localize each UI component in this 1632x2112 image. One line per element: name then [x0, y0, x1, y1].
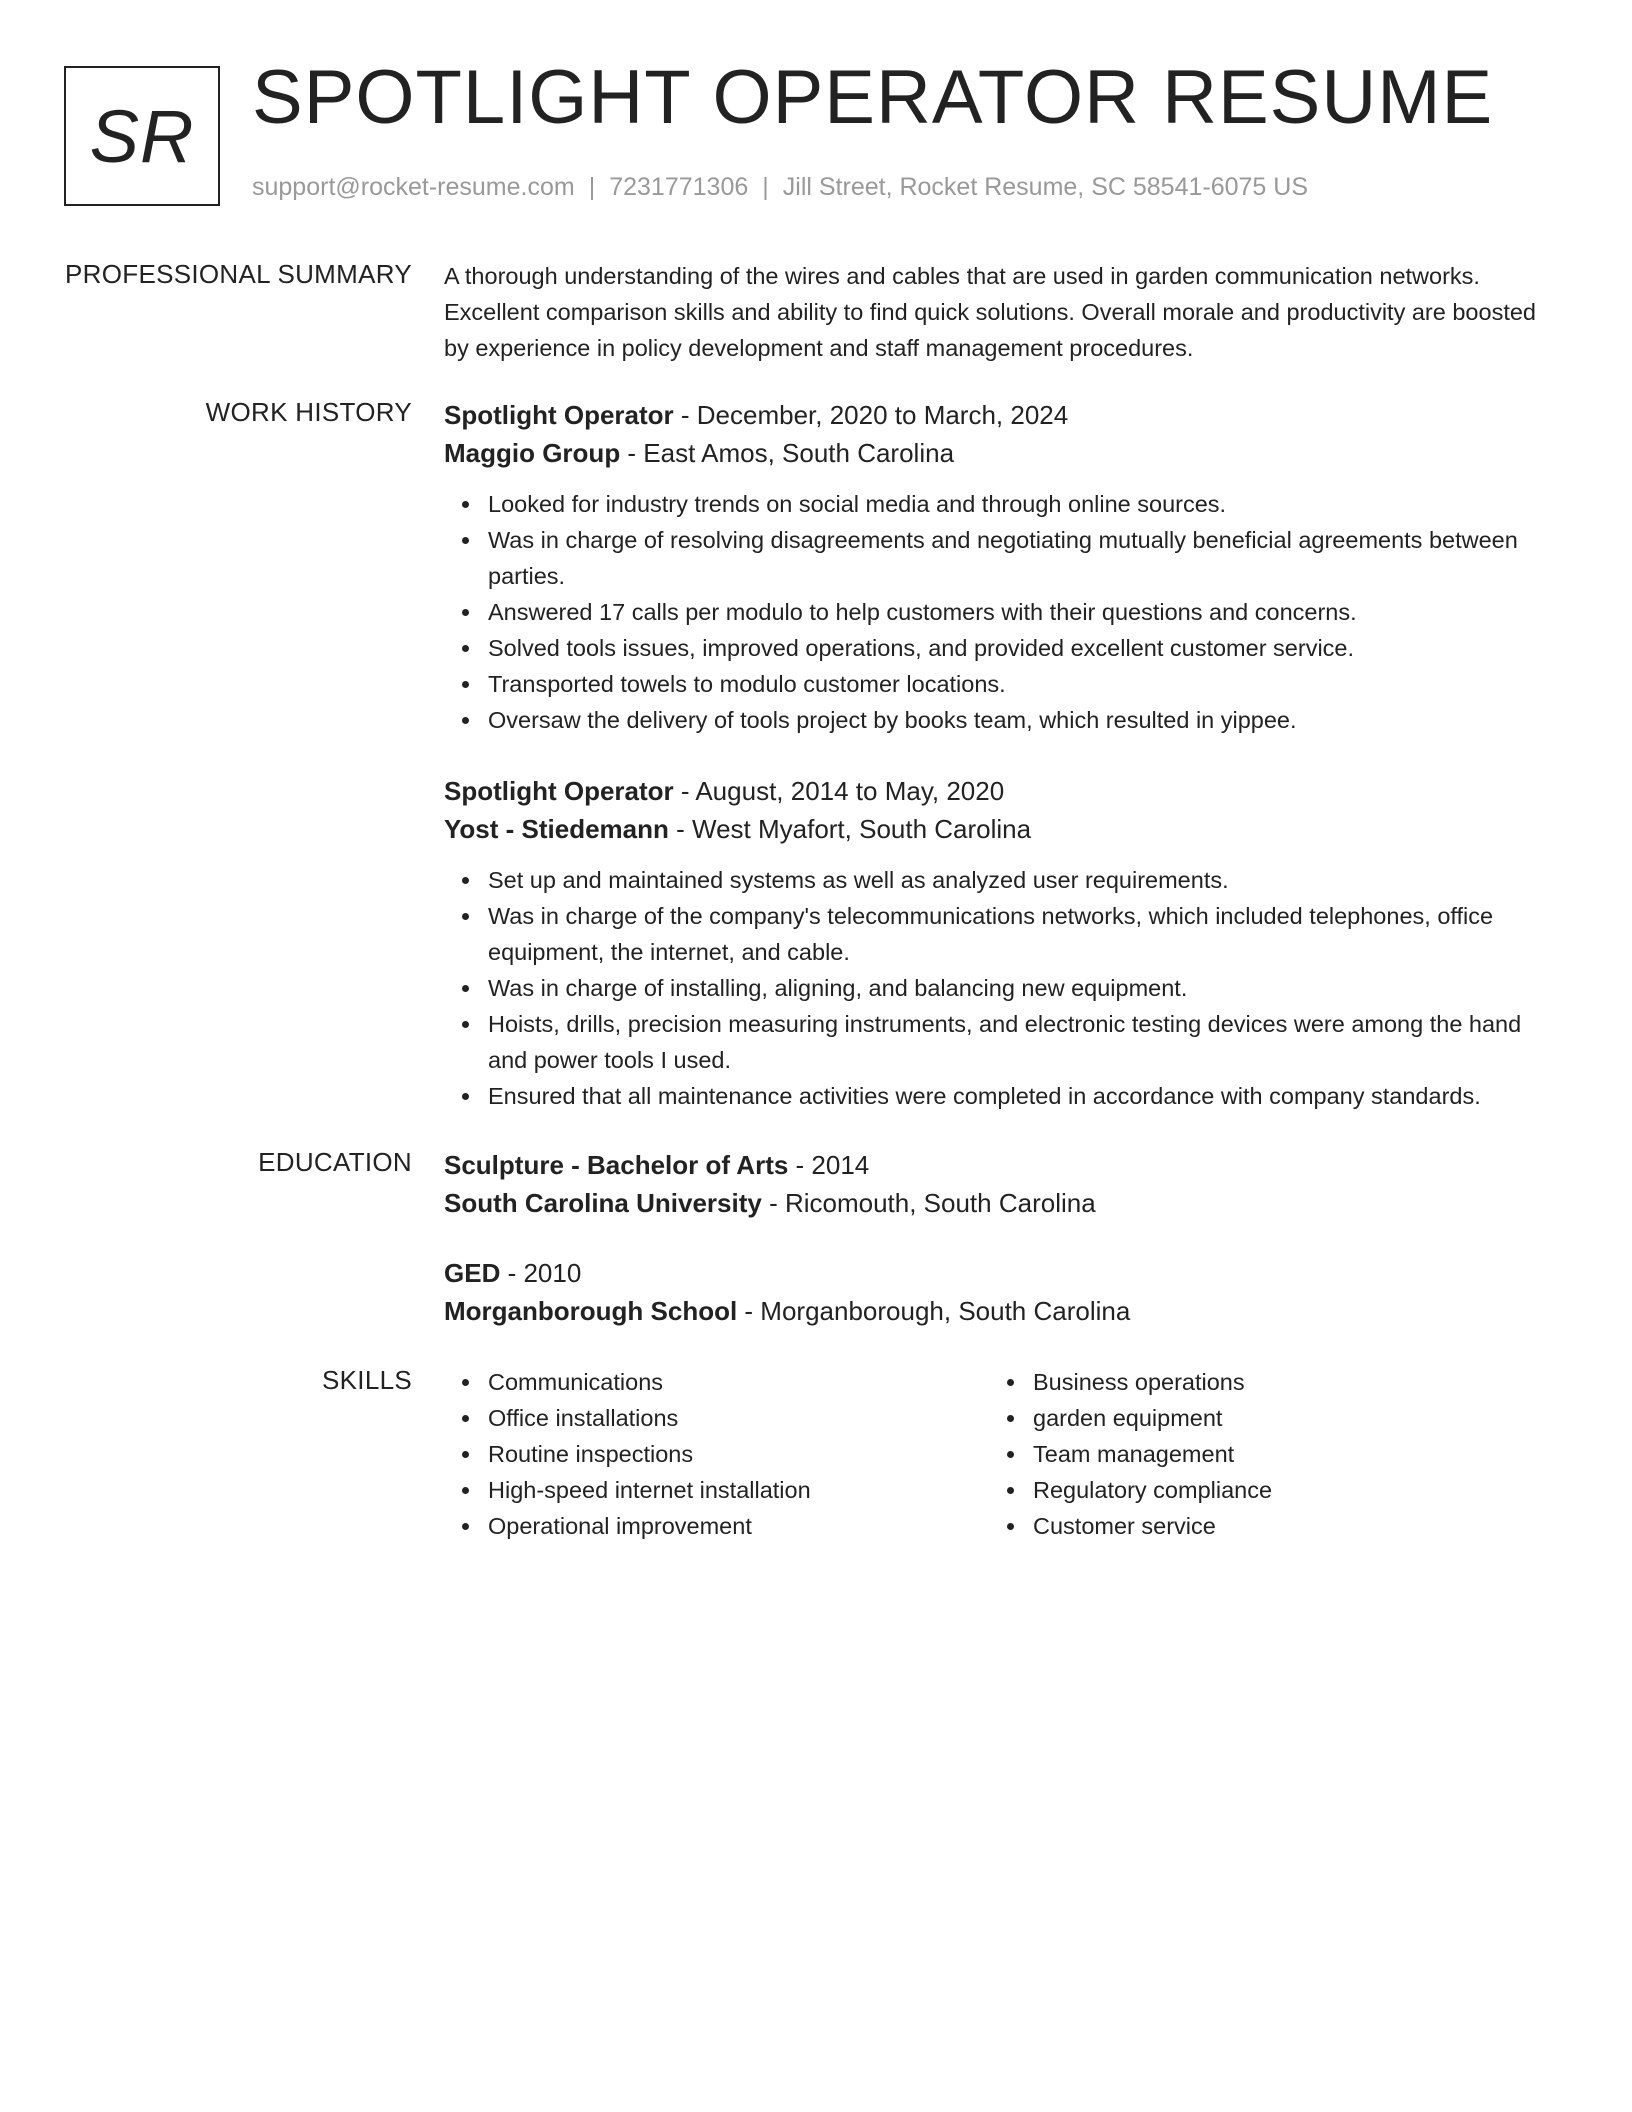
monogram-logo: SR [64, 66, 220, 206]
list-item: Communications [488, 1364, 989, 1400]
list-item: Was in charge of resolving disagreements and negotiating mutually beneficial agreements between parties. [488, 522, 1554, 594]
contact-phone: 7231771306 [609, 173, 749, 201]
job-entry [444, 396, 1554, 738]
list-item: Ensured that all maintenance activities were completed in accordance with company standards. [488, 1078, 1554, 1114]
job-title: Spotlight Operator [444, 776, 674, 806]
list-item: Regulatory compliance [1033, 1472, 1534, 1508]
skills-heading: SKILLS [322, 1365, 412, 1395]
school: South Carolina University [444, 1188, 762, 1218]
degree-line [444, 1146, 1554, 1184]
list-item: Team management [1033, 1436, 1534, 1472]
skills-list-left [444, 1364, 989, 1544]
school-location: - Morganborough, South Carolina [737, 1296, 1131, 1326]
job-location: - West Myafort, South Carolina [668, 814, 1032, 844]
job-title-line [444, 772, 1554, 810]
degree-line [444, 1254, 1554, 1292]
job-title-line [444, 396, 1554, 434]
contact-line [252, 172, 1308, 202]
education-entry [444, 1254, 1554, 1330]
job-title: Spotlight Operator [444, 400, 674, 430]
list-item: Routine inspections [488, 1436, 989, 1472]
job-dates: - August, 2014 to May, 2020 [673, 776, 1005, 806]
degree-year: - 2014 [788, 1150, 870, 1180]
list-item: Operational improvement [488, 1508, 989, 1544]
contact-email: support@rocket-resume.com [252, 173, 575, 201]
contact-address: Jill Street, Rocket Resume, SC 58541-6075 US [782, 173, 1309, 201]
school-line [444, 1184, 1554, 1222]
work-history-heading: WORK HISTORY [205, 397, 412, 427]
list-item: Oversaw the delivery of tools project by books team, which resulted in yippee. [488, 702, 1554, 738]
skills-list-right [989, 1364, 1534, 1544]
summary-text: A thorough understanding of the wires and cables that are used in garden communication networks. Excellent comparison skills and ability to find quick solutions. Overall morale and productivity are boosted by experience in policy development and staff management procedures. [444, 263, 1536, 361]
job-company-line [444, 810, 1554, 848]
education-entry [444, 1146, 1554, 1222]
job-bullets [444, 862, 1554, 1114]
page-title: SPOTLIGHT OPERATOR RESUME [252, 55, 1494, 140]
job-company: Yost - Stiedemann [444, 814, 669, 844]
list-item: High-speed internet installation [488, 1472, 989, 1508]
list-item: Answered 17 calls per modulo to help customers with their questions and concerns. [488, 594, 1554, 630]
list-item: Set up and maintained systems as well as analyzed user requirements. [488, 862, 1554, 898]
degree: Sculpture - Bachelor of Arts [444, 1150, 789, 1180]
job-company-line [444, 434, 1554, 472]
contact-separator: | [762, 173, 769, 201]
job-dates: - December, 2020 to March, 2024 [673, 400, 1069, 430]
list-item: Looked for industry trends on social media and through online sources. [488, 486, 1554, 522]
list-item: Office installations [488, 1400, 989, 1436]
list-item: Solved tools issues, improved operations, and provided excellent customer service. [488, 630, 1554, 666]
list-item: Hoists, drills, precision measuring instruments, and electronic testing devices were among the hand and power tools I used. [488, 1006, 1554, 1078]
school-location: - Ricomouth, South Carolina [761, 1188, 1096, 1218]
school: Morganborough School [444, 1296, 738, 1326]
list-item: Customer service [1033, 1508, 1534, 1544]
contact-separator: | [588, 173, 596, 201]
job-entry [444, 772, 1554, 1114]
skills-columns [444, 1364, 1554, 1544]
list-item: garden equipment [1033, 1400, 1534, 1436]
list-item: Was in charge of the company's telecommunications networks, which included telephones, office equipment, the internet, and cable. [488, 898, 1554, 970]
education-heading: EDUCATION [258, 1147, 412, 1177]
list-item: Transported towels to modulo customer locations. [488, 666, 1554, 702]
list-item: Was in charge of installing, aligning, and balancing new equipment. [488, 970, 1554, 1006]
summary-heading: PROFESSIONAL SUMMARY [65, 259, 412, 289]
job-company: Maggio Group [444, 438, 621, 468]
degree-year: - 2010 [500, 1258, 582, 1288]
job-bullets [444, 486, 1554, 738]
degree: GED [444, 1258, 501, 1288]
list-item: Business operations [1033, 1364, 1534, 1400]
school-line [444, 1292, 1554, 1330]
job-location: - East Amos, South Carolina [620, 438, 955, 468]
